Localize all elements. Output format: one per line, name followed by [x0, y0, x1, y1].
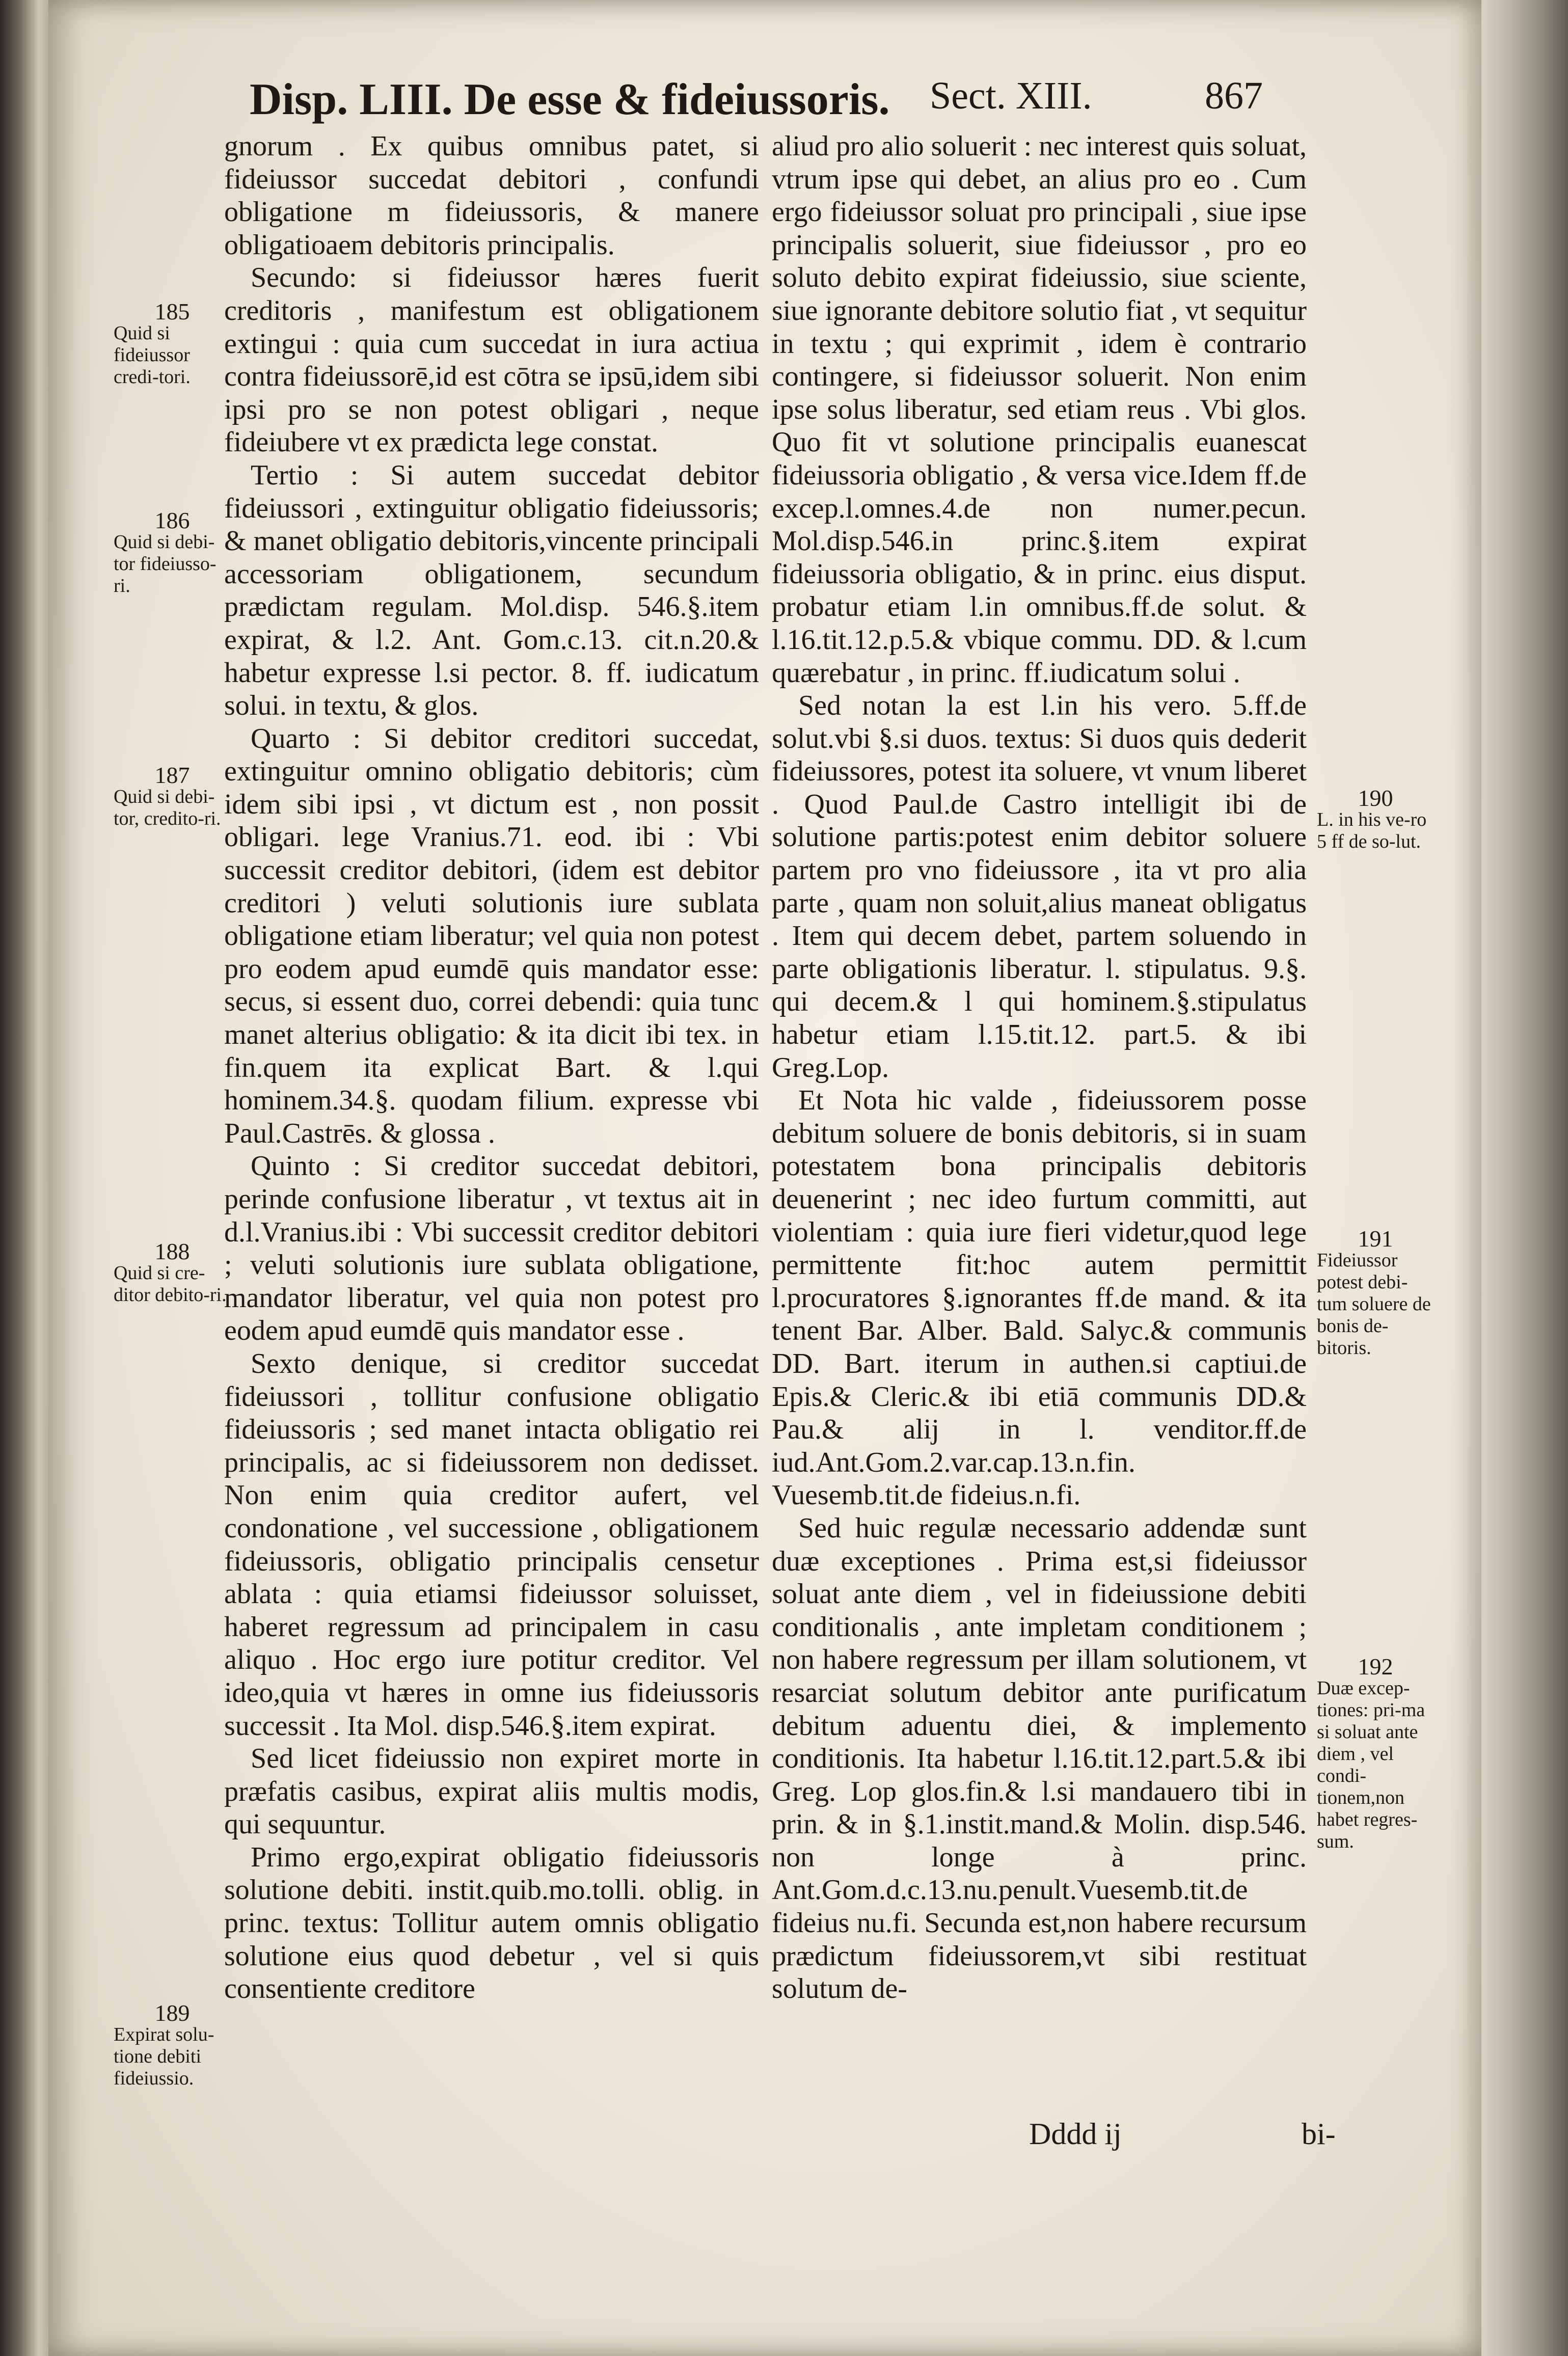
margin-note-text: Quid si debi-tor fideiusso-ri.	[114, 531, 217, 597]
paragraph: Sed licet fideiussio non expiret morte in præfatis casibus, expirat aliis multis modis, qui sequuntur.	[224, 1743, 759, 1840]
margin-note-188	[114, 1240, 231, 1306]
page-number: 867	[1205, 74, 1263, 117]
margin-note-190	[1317, 787, 1434, 853]
margin-note-text: Expirat solu-tione debiti fideiussio.	[114, 2024, 214, 2089]
catchword: bi-	[1302, 2117, 1336, 2151]
paragraph: Quarto : Si debitor creditori succedat, extinguitur omnino obligatio debitoris; cùm idem sibi ipsi , vt dictum est , non possit obligari. lege Vranius.71. eod. ibi : Vbi successit creditor debitori, (idem est debitor creditori ) veluti solutionis iure sublata obligatione etiam liberatur; vel quia non potest pro eodem apud eumdē quis mandator esse: secus, si essent duo, correi debendi: quia tunc manet alterius obligatio: & ita dicit ibi tex. in fin.quem ita explicat Bart. & l.qui hominem.34.§. quodam filium. expresse vbi Paul.Castrēs. & glossa .	[224, 722, 759, 1149]
margin-note-number: 186	[154, 507, 190, 533]
book-page	[48, 0, 1481, 2356]
page-footer	[772, 2117, 1336, 2157]
running-head	[48, 66, 1481, 127]
paragraph: Sed notan la est l.in his vero. 5.ff.de solut.vbi §.si duos. textus: Si duos quis dederit fideiussores, potest ita soluere, vt vnum liberet . Quod Paul.de Castro intelligit ibi de solutione partis:potest enim debitor soluere partem pro vno fideiussore , ita vt pro alia parte , quam non soluit,alius maneat obligatus . Item qui decem debet, partem soluendo in parte obligationis liberatur. l. stipulatus. 9.§. qui decem.& l qui hominem.§.stipulatus habetur etiam l.15.tit.12. part.5. & ibi Greg.Lop.	[772, 690, 1307, 1084]
paragraph: Secundo: si fideiussor hæres fuerit creditoris , manifestum est obligationem extingui : quia cum succedat in iura actiua contra fideiussorē,id est cōtra se ipsū,idem sibi ipsi pro se non potest obligari , neque fideiubere vt ex prædicta lege constat.	[224, 262, 759, 458]
running-head-title: Disp. LIII. De esse & fideiussoris.	[250, 75, 890, 124]
margin-note-number: 189	[154, 2000, 190, 2026]
paragraph: Et Nota hic valde , fideiussorem posse debitum soluere de bonis debitoris, si in suam potestatem bona principalis debitoris deuenerint ; nec ideo furtum committi, aut violentiam : quia iure fieri videtur,quod lege permittente fit:hoc autem permittit l.procuratores §.ignorantes ff.de mand. & ita tenent Bar. Alber. Bald. Salyc.& communis DD. Bart. iterum in authen.si captiui.de Epis.& Cleric.& ibi etiā communis DD.& Pau.& alij in l. venditor.ff.de iud.Ant.Gom.2.var.cap.13.n.fin. Vuesemb.tit.de fideius.n.fi.	[772, 1085, 1307, 1511]
book-fore-edge	[1481, 0, 1568, 2356]
margin-note-192	[1317, 1656, 1434, 1853]
margin-note-number: 185	[154, 299, 190, 324]
margin-note-text: Quid si fideiussor credi-tori.	[114, 322, 191, 388]
paragraph: Tertio : Si autem succedat debitor fideiussori , extinguitur obligatio fideiussoris; & manet obligatio debitoris,vincente principali accessoriam obligationem, secundum prædictam regulam. Mol.disp. 546.§.item expirat, & l.2. Ant. Gom.c.13. cit.n.20.& habetur expresse l.si pector. 8. ff. iudicatum solui. in textu, & glos.	[224, 459, 759, 722]
facing-page-edge	[0, 0, 48, 2356]
right-text-column	[772, 130, 1307, 2006]
paragraph: Quinto : Si creditor succedat debitori, perinde confusione liberatur , vt textus ait in d.l.Vranius.ibi : Vbi successit creditor debitori ; veluti solutionis iure sublata obligatione, mandator liberatur, vel quia non potest pro eodem apud eumdē quis mandator esse .	[224, 1150, 759, 1347]
signature-mark: Dddd ij	[1029, 2117, 1122, 2151]
margin-note-number: 191	[1358, 1226, 1393, 1252]
margin-note-number: 190	[1358, 785, 1393, 811]
margin-note-text: Fideiussor potest debi-tum soluere de bonis de-bitoris.	[1317, 1250, 1431, 1359]
margin-note-text: Duæ excep-tiones: pri-ma si soluat ante diem , vel condi-tionem,non habet regres-sum.	[1317, 1677, 1425, 1852]
margin-note-191	[1317, 1228, 1434, 1359]
margin-note-186	[114, 509, 231, 597]
paragraph: Sexto denique, si creditor succedat fideiussori , tollitur confusione obligatio fideiussoris ; sed manet intacta obligatio rei principalis, ac si fideiussorem non dedisset. Non enim quia creditor aufert, vel condonatione , vel successione , obligationem fideiussoris, obligatio principalis censetur ablata : quia etiamsi fideiussor soluisset, haberet regressum ad principalem in casu aliquo . Hoc ergo iure potitur creditor. Vel ideo,quia vt hæres in omne ius fideiussoris successit . Ita Mol. disp.546.§.item expirat.	[224, 1347, 759, 1742]
margin-note-number: 188	[154, 1238, 190, 1264]
left-text-column	[224, 130, 759, 2006]
margin-note-187	[114, 764, 231, 830]
running-head-section: Sect. XIII.	[930, 74, 1092, 117]
margin-note-text: Quid si cre-ditor debito-ri.	[114, 1262, 227, 1306]
margin-note-189	[114, 2002, 231, 2090]
margin-note-text: L. in his ve-ro 5 ff de so-lut.	[1317, 809, 1427, 852]
paragraph: aliud pro alio soluerit : nec interest quis soluat, vtrum ipse qui debet, an alius pro eo . Cum ergo fideiussor soluat pro principali , siue ipse principalis soluerit, siue fideiussor , pro eo soluto debito expirat fideiussio, siue sciente, siue ignorante debitore solutio fiat , vt sequitur in textu ; qui exprimit , idem è contrario contingere, si fideiussor soluerit. Non enim ipse solus liberatur, sed etiam reus . Vbi glos. Quo fit vt solutione principalis euanescat fideiussoria obligatio , & versa vice.Idem ff.de excep.l.omnes.4.de non numer.pecun. Mol.disp.546.in princ.§.item expirat fideiussoria obligatio, & in princ. eius disput. probatur etiam l.in omnibus.ff.de solut. & l.16.tit.12.p.5.& vbique commu. DD. & l.cum quærebatur , in princ. ff.iudicatum solui .	[772, 130, 1307, 689]
margin-note-number: 192	[1358, 1654, 1393, 1680]
paragraph: gnorum . Ex quibus omnibus patet, si fideiussor succedat debitori , confundi obligatione m fideiussoris, & manere obligatioaem debitoris principalis.	[224, 130, 759, 261]
margin-note-185	[114, 301, 231, 388]
margin-note-text: Quid si debi-tor, credito-ri.	[114, 786, 221, 829]
paragraph: Primo ergo,expirat obligatio fideiussoris solutione debiti. instit.quib.mo.tolli. oblig. in princ. textus: Tollitur autem omnis obligatio solutione eius quod debetur , vel si quis consentiente creditore	[224, 1841, 759, 2005]
paragraph: Sed huic regulæ necessario addendæ sunt duæ exceptiones . Prima est,si fideiussor soluat ante diem , vel in fideiussione debiti conditionalis , ante impletam conditionem ; non habere regressum per illam solutionem, vt resarciat solutum debitor ante purificatum debitum aduentu diei, & implemento conditionis. Ita habetur l.16.tit.12.part.5.& ibi Greg. Lop glos.fin.& l.si mandauero tibi in prin. & in §.1.instit.mand.& Molin. disp.546. non longe à princ. Ant.Gom.d.c.13.nu.penult.Vuesemb.tit.de fideius nu.fi. Secunda est,non habere recursum prædictum fideiussorem,vt sibi restituat solutum de-	[772, 1512, 1307, 2005]
margin-note-number: 187	[154, 762, 190, 788]
